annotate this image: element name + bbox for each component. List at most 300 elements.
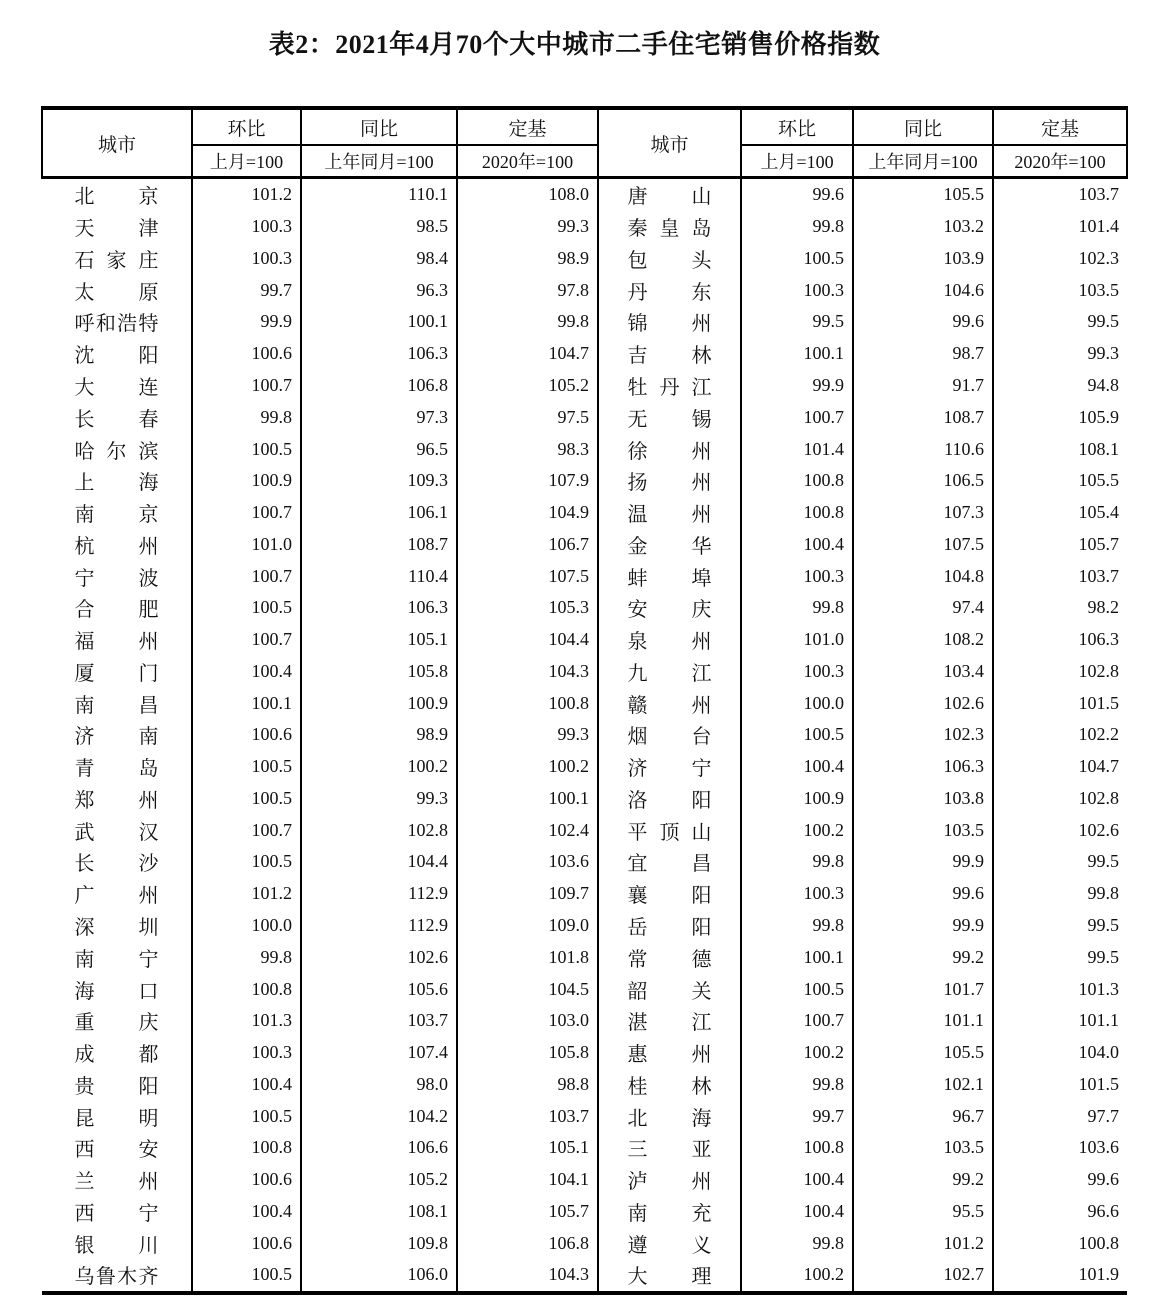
mom-value-right: 99.8 <box>741 1227 853 1259</box>
city-cell-right: 锦 州 <box>598 306 741 338</box>
fixed-base-value-right: 98.2 <box>993 592 1127 624</box>
table-row <box>42 1068 1127 1100</box>
city-cell-right: 丹 东 <box>598 274 741 306</box>
city-cell-left: 天 津 <box>74 218 159 241</box>
fixed-base-value-left: 109.0 <box>457 910 598 942</box>
mom-value-right: 100.2 <box>741 814 853 846</box>
yoy-value-left: 106.0 <box>301 1259 457 1293</box>
yoy-value-right: 107.5 <box>853 528 993 560</box>
city-cell-left: 济 南 <box>74 726 159 749</box>
city-cell-right: 襄 阳 <box>598 878 741 910</box>
yoy-value-left: 108.1 <box>301 1196 457 1228</box>
fixed-base-value-right: 105.4 <box>993 497 1127 529</box>
yoy-value-left: 106.3 <box>301 592 457 624</box>
city-cell-right: 金 华 <box>598 528 741 560</box>
mom-value-left: 100.6 <box>192 1164 301 1196</box>
yoy-value-left: 106.3 <box>301 338 457 370</box>
yoy-value-right: 105.5 <box>853 178 993 211</box>
yoy-value-left: 107.4 <box>301 1037 457 1069</box>
city-cell-right: 唐 山 <box>598 178 741 211</box>
city-cell-left: 海 口 <box>74 980 159 1003</box>
mom-value-left: 100.5 <box>192 1100 301 1132</box>
fixed-base-value-right: 101.3 <box>993 973 1127 1005</box>
yoy-value-left: 109.8 <box>301 1227 457 1259</box>
fixed-base-value-left: 105.1 <box>457 1132 598 1164</box>
fixed-base-value-right: 102.6 <box>993 814 1127 846</box>
fixed-base-value-right: 102.8 <box>993 655 1127 687</box>
city-cell-right: 大 理 <box>598 1259 741 1293</box>
yoy-value-left: 100.1 <box>301 306 457 338</box>
fixed-base-value-left: 104.3 <box>457 655 598 687</box>
city-cell-left: 郑 州 <box>74 789 159 812</box>
yoy-value-right: 104.8 <box>853 560 993 592</box>
city-cell-right: 牡 丹 江 <box>598 370 741 402</box>
mom-value-right: 99.8 <box>741 592 853 624</box>
table-body <box>42 178 1127 1293</box>
yoy-value-right: 108.7 <box>853 401 993 433</box>
yoy-value-left: 98.5 <box>301 211 457 243</box>
city-cell-left: 武 汉 <box>74 821 159 844</box>
city-cell-right: 遵 义 <box>598 1227 741 1259</box>
yoy-value-left: 102.8 <box>301 814 457 846</box>
header-mom-base-left: 上月=100 <box>192 145 301 178</box>
table-row <box>42 783 1127 815</box>
yoy-value-left: 106.1 <box>301 497 457 529</box>
mom-value-right: 100.8 <box>741 1132 853 1164</box>
table-row <box>42 178 1127 211</box>
header-yoy-right: 同比 <box>853 108 993 145</box>
fixed-base-value-left: 98.8 <box>457 1068 598 1100</box>
mom-value-right: 100.8 <box>741 497 853 529</box>
city-cell-left: 太 原 <box>74 281 159 304</box>
table-row <box>42 306 1127 338</box>
fixed-base-value-right: 99.6 <box>993 1164 1127 1196</box>
fixed-base-value-right: 103.7 <box>993 178 1127 211</box>
fixed-base-value-right: 94.8 <box>993 370 1127 402</box>
fixed-base-value-right: 105.9 <box>993 401 1127 433</box>
yoy-value-right: 99.6 <box>853 878 993 910</box>
yoy-value-left: 105.6 <box>301 973 457 1005</box>
city-cell-left: 南 昌 <box>74 694 159 717</box>
mom-value-right: 100.3 <box>741 274 853 306</box>
yoy-value-right: 96.7 <box>853 1100 993 1132</box>
city-cell-left: 上 海 <box>74 472 159 495</box>
yoy-value-right: 91.7 <box>853 370 993 402</box>
header-fixed-base-base-left: 2020年=100 <box>457 145 598 178</box>
fixed-base-value-left: 107.5 <box>457 560 598 592</box>
mom-value-left: 100.5 <box>192 783 301 815</box>
mom-value-right: 100.8 <box>741 465 853 497</box>
header-city-right: 城市 <box>598 108 741 178</box>
fixed-base-value-right: 101.5 <box>993 687 1127 719</box>
mom-value-left: 101.3 <box>192 1005 301 1037</box>
table-row <box>42 528 1127 560</box>
yoy-value-right: 101.2 <box>853 1227 993 1259</box>
city-cell-right: 南 充 <box>598 1196 741 1228</box>
city-cell-right: 济 宁 <box>598 751 741 783</box>
table-row <box>42 655 1127 687</box>
mom-value-left: 100.5 <box>192 592 301 624</box>
mom-value-right: 100.9 <box>741 783 853 815</box>
fixed-base-value-right: 106.3 <box>993 624 1127 656</box>
mom-value-left: 100.9 <box>192 465 301 497</box>
mom-value-left: 100.7 <box>192 814 301 846</box>
mom-value-left: 100.0 <box>192 910 301 942</box>
yoy-value-left: 96.5 <box>301 433 457 465</box>
mom-value-left: 100.1 <box>192 687 301 719</box>
city-cell-right: 包 头 <box>598 243 741 275</box>
mom-value-right: 100.3 <box>741 878 853 910</box>
table-row <box>42 338 1127 370</box>
yoy-value-right: 104.6 <box>853 274 993 306</box>
fixed-base-value-left: 100.8 <box>457 687 598 719</box>
fixed-base-value-right: 103.5 <box>993 274 1127 306</box>
header-fixed-base-right: 定基 <box>993 108 1127 145</box>
fixed-base-value-right: 99.5 <box>993 846 1127 878</box>
mom-value-right: 100.4 <box>741 528 853 560</box>
header-city-left: 城市 <box>42 108 192 178</box>
yoy-value-left: 112.9 <box>301 878 457 910</box>
yoy-value-right: 103.9 <box>853 243 993 275</box>
yoy-value-left: 99.3 <box>301 783 457 815</box>
city-cell-right: 赣 州 <box>598 687 741 719</box>
table-row <box>42 560 1127 592</box>
city-cell-right: 泉 州 <box>598 624 741 656</box>
table-row <box>42 941 1127 973</box>
fixed-base-value-left: 105.2 <box>457 370 598 402</box>
mom-value-right: 101.0 <box>741 624 853 656</box>
fixed-base-value-left: 103.6 <box>457 846 598 878</box>
table-row <box>42 624 1127 656</box>
fixed-base-value-right: 100.8 <box>993 1227 1127 1259</box>
yoy-value-right: 103.2 <box>853 211 993 243</box>
city-cell-right: 湛 江 <box>598 1005 741 1037</box>
fixed-base-value-left: 103.7 <box>457 1100 598 1132</box>
yoy-value-right: 102.1 <box>853 1068 993 1100</box>
mom-value-left: 99.8 <box>192 401 301 433</box>
city-cell-right: 九 江 <box>598 655 741 687</box>
mom-value-left: 100.4 <box>192 655 301 687</box>
table-row <box>42 592 1127 624</box>
yoy-value-right: 108.2 <box>853 624 993 656</box>
city-cell-left: 贵 阳 <box>74 1075 159 1098</box>
city-cell-left: 北 京 <box>74 186 159 209</box>
city-cell-left: 长 春 <box>74 408 159 431</box>
city-cell-right: 桂 林 <box>598 1068 741 1100</box>
yoy-value-right: 102.7 <box>853 1259 993 1293</box>
city-cell-right: 烟 台 <box>598 719 741 751</box>
fixed-base-value-left: 108.0 <box>457 178 598 211</box>
fixed-base-value-right: 101.9 <box>993 1259 1127 1293</box>
mom-value-right: 100.4 <box>741 751 853 783</box>
yoy-value-right: 106.3 <box>853 751 993 783</box>
fixed-base-value-left: 106.8 <box>457 1227 598 1259</box>
mom-value-left: 100.5 <box>192 433 301 465</box>
city-cell-right: 秦 皇 岛 <box>598 211 741 243</box>
city-cell-left: 昆 明 <box>74 1107 159 1130</box>
yoy-value-left: 104.2 <box>301 1100 457 1132</box>
fixed-base-value-left: 107.9 <box>457 465 598 497</box>
fixed-base-value-left: 99.3 <box>457 719 598 751</box>
city-cell-right: 岳 阳 <box>598 910 741 942</box>
mom-value-left: 100.5 <box>192 846 301 878</box>
mom-value-right: 100.5 <box>741 719 853 751</box>
yoy-value-left: 96.3 <box>301 274 457 306</box>
fixed-base-value-left: 103.0 <box>457 1005 598 1037</box>
yoy-value-right: 103.4 <box>853 655 993 687</box>
city-cell-left: 成 都 <box>74 1044 159 1067</box>
table-row <box>42 814 1127 846</box>
yoy-value-right: 103.8 <box>853 783 993 815</box>
mom-value-left: 100.7 <box>192 624 301 656</box>
city-cell-left: 宁 波 <box>74 567 159 590</box>
city-cell-right: 宜 昌 <box>598 846 741 878</box>
fixed-base-value-left: 97.5 <box>457 401 598 433</box>
fixed-base-value-left: 98.9 <box>457 243 598 275</box>
header-fixed-base-left: 定基 <box>457 108 598 145</box>
yoy-value-right: 99.9 <box>853 910 993 942</box>
table-row <box>42 497 1127 529</box>
fixed-base-value-left: 106.7 <box>457 528 598 560</box>
fixed-base-value-right: 99.3 <box>993 338 1127 370</box>
table-row <box>42 1132 1127 1164</box>
table-row <box>42 751 1127 783</box>
city-cell-left: 重 庆 <box>74 1012 159 1035</box>
fixed-base-value-right: 101.4 <box>993 211 1127 243</box>
mom-value-left: 100.3 <box>192 211 301 243</box>
fixed-base-value-left: 104.7 <box>457 338 598 370</box>
city-cell-right: 扬 州 <box>598 465 741 497</box>
fixed-base-value-left: 100.2 <box>457 751 598 783</box>
fixed-base-value-left: 100.1 <box>457 783 598 815</box>
fixed-base-value-right: 104.0 <box>993 1037 1127 1069</box>
mom-value-right: 99.8 <box>741 846 853 878</box>
table-row <box>42 211 1127 243</box>
city-cell-left: 哈 尔 滨 <box>74 440 159 463</box>
city-cell-right: 平 顶 山 <box>598 814 741 846</box>
mom-value-right: 99.5 <box>741 306 853 338</box>
city-cell-right: 无 锡 <box>598 401 741 433</box>
mom-value-right: 100.7 <box>741 401 853 433</box>
yoy-value-right: 110.6 <box>853 433 993 465</box>
yoy-value-right: 99.6 <box>853 306 993 338</box>
mom-value-right: 99.9 <box>741 370 853 402</box>
mom-value-right: 99.6 <box>741 178 853 211</box>
mom-value-right: 99.8 <box>741 211 853 243</box>
fixed-base-value-right: 108.1 <box>993 433 1127 465</box>
city-cell-left: 杭 州 <box>74 535 159 558</box>
fixed-base-value-right: 96.6 <box>993 1196 1127 1228</box>
city-cell-left: 银 川 <box>74 1234 159 1257</box>
header-fixed-base-base-right: 2020年=100 <box>993 145 1127 178</box>
mom-value-left: 100.4 <box>192 1068 301 1100</box>
mom-value-left: 100.3 <box>192 1037 301 1069</box>
fixed-base-value-left: 105.7 <box>457 1196 598 1228</box>
city-cell-left: 西 宁 <box>74 1202 159 1225</box>
fixed-base-value-left: 104.3 <box>457 1259 598 1293</box>
city-cell-right: 韶 关 <box>598 973 741 1005</box>
mom-value-right: 100.1 <box>741 941 853 973</box>
yoy-value-right: 103.5 <box>853 814 993 846</box>
city-cell-right: 惠 州 <box>598 1037 741 1069</box>
yoy-value-right: 102.6 <box>853 687 993 719</box>
fixed-base-value-right: 99.5 <box>993 910 1127 942</box>
fixed-base-value-right: 102.3 <box>993 243 1127 275</box>
yoy-value-right: 102.3 <box>853 719 993 751</box>
mom-value-left: 100.5 <box>192 751 301 783</box>
fixed-base-value-right: 99.5 <box>993 306 1127 338</box>
city-cell-right: 徐 州 <box>598 433 741 465</box>
yoy-value-left: 105.8 <box>301 655 457 687</box>
city-cell-right: 北 海 <box>598 1100 741 1132</box>
mom-value-left: 101.2 <box>192 178 301 211</box>
yoy-value-left: 109.3 <box>301 465 457 497</box>
table-row <box>42 1100 1127 1132</box>
mom-value-right: 99.8 <box>741 910 853 942</box>
mom-value-left: 100.7 <box>192 560 301 592</box>
yoy-value-left: 97.3 <box>301 401 457 433</box>
yoy-value-right: 105.5 <box>853 1037 993 1069</box>
table-row <box>42 910 1127 942</box>
fixed-base-value-left: 102.4 <box>457 814 598 846</box>
city-cell-right: 吉 林 <box>598 338 741 370</box>
city-cell-left: 乌 鲁 木 齐 <box>42 1259 192 1293</box>
table-row <box>42 1227 1127 1259</box>
yoy-value-left: 102.6 <box>301 941 457 973</box>
yoy-value-right: 95.5 <box>853 1196 993 1228</box>
fixed-base-value-left: 98.3 <box>457 433 598 465</box>
mom-value-right: 99.8 <box>741 1068 853 1100</box>
mom-value-right: 100.1 <box>741 338 853 370</box>
fixed-base-value-left: 97.8 <box>457 274 598 306</box>
table-row <box>42 274 1127 306</box>
header-yoy-base-right: 上年同月=100 <box>853 145 993 178</box>
table-row <box>42 1005 1127 1037</box>
city-cell-left: 石 家 庄 <box>74 249 159 272</box>
fixed-base-value-right: 105.7 <box>993 528 1127 560</box>
fixed-base-value-right: 101.1 <box>993 1005 1127 1037</box>
yoy-value-left: 105.2 <box>301 1164 457 1196</box>
city-cell-right: 常 德 <box>598 941 741 973</box>
header-mom-left: 环比 <box>192 108 301 145</box>
yoy-value-right: 97.4 <box>853 592 993 624</box>
fixed-base-value-right: 103.6 <box>993 1132 1127 1164</box>
fixed-base-value-left: 105.8 <box>457 1037 598 1069</box>
table-row <box>42 878 1127 910</box>
mom-value-right: 100.5 <box>741 973 853 1005</box>
fixed-base-value-right: 97.7 <box>993 1100 1127 1132</box>
header-yoy-base-left: 上年同月=100 <box>301 145 457 178</box>
mom-value-right: 100.2 <box>741 1037 853 1069</box>
yoy-value-left: 110.1 <box>301 178 457 211</box>
fixed-base-value-left: 104.1 <box>457 1164 598 1196</box>
yoy-value-right: 106.5 <box>853 465 993 497</box>
mom-value-left: 100.7 <box>192 497 301 529</box>
table-row <box>42 973 1127 1005</box>
table-row <box>42 1259 1127 1293</box>
city-cell-left: 大 连 <box>74 376 159 399</box>
table-row <box>42 465 1127 497</box>
fixed-base-value-right: 99.5 <box>993 941 1127 973</box>
city-cell-right: 泸 州 <box>598 1164 741 1196</box>
yoy-value-right: 99.9 <box>853 846 993 878</box>
fixed-base-value-left: 105.3 <box>457 592 598 624</box>
fixed-base-value-right: 99.8 <box>993 878 1127 910</box>
mom-value-left: 100.6 <box>192 1227 301 1259</box>
city-cell-left: 南 京 <box>74 504 159 527</box>
page-title: 表2：2021年4月70个大中城市二手住宅销售价格指数 <box>268 30 881 59</box>
mom-value-left: 101.2 <box>192 878 301 910</box>
city-cell-left: 福 州 <box>74 631 159 654</box>
mom-value-left: 100.4 <box>192 1196 301 1228</box>
fixed-base-value-left: 109.7 <box>457 878 598 910</box>
fixed-base-value-right: 101.5 <box>993 1068 1127 1100</box>
yoy-value-left: 98.9 <box>301 719 457 751</box>
yoy-value-left: 106.8 <box>301 370 457 402</box>
mom-value-left: 100.7 <box>192 370 301 402</box>
mom-value-right: 100.4 <box>741 1196 853 1228</box>
mom-value-left: 100.8 <box>192 1132 301 1164</box>
yoy-value-left: 112.9 <box>301 910 457 942</box>
city-cell-left: 兰 州 <box>74 1171 159 1194</box>
yoy-value-left: 108.7 <box>301 528 457 560</box>
yoy-value-right: 99.2 <box>853 941 993 973</box>
mom-value-right: 99.7 <box>741 1100 853 1132</box>
fixed-base-value-left: 99.3 <box>457 211 598 243</box>
fixed-base-value-right: 104.7 <box>993 751 1127 783</box>
city-cell-right: 温 州 <box>598 497 741 529</box>
fixed-base-value-right: 102.2 <box>993 719 1127 751</box>
mom-value-right: 100.7 <box>741 1005 853 1037</box>
fixed-base-value-right: 103.7 <box>993 560 1127 592</box>
fixed-base-value-left: 104.5 <box>457 973 598 1005</box>
table-row <box>42 433 1127 465</box>
yoy-value-left: 98.0 <box>301 1068 457 1100</box>
fixed-base-value-left: 99.8 <box>457 306 598 338</box>
fixed-base-value-left: 104.4 <box>457 624 598 656</box>
table-row <box>42 1037 1127 1069</box>
table-row <box>42 243 1127 275</box>
yoy-value-right: 99.2 <box>853 1164 993 1196</box>
mom-value-right: 100.2 <box>741 1259 853 1293</box>
yoy-value-right: 101.1 <box>853 1005 993 1037</box>
city-cell-left: 南 宁 <box>74 948 159 971</box>
mom-value-left: 99.7 <box>192 274 301 306</box>
yoy-value-left: 110.4 <box>301 560 457 592</box>
yoy-value-right: 107.3 <box>853 497 993 529</box>
city-cell-left: 沈 阳 <box>74 345 159 368</box>
mom-value-right: 101.4 <box>741 433 853 465</box>
yoy-value-right: 98.7 <box>853 338 993 370</box>
mom-value-right: 100.5 <box>741 243 853 275</box>
table-header <box>42 108 1127 178</box>
mom-value-right: 100.3 <box>741 560 853 592</box>
table-row <box>42 1164 1127 1196</box>
yoy-value-right: 101.7 <box>853 973 993 1005</box>
mom-value-left: 99.8 <box>192 941 301 973</box>
city-cell-left: 广 州 <box>74 885 159 908</box>
table-row <box>42 1196 1127 1228</box>
mom-value-right: 100.0 <box>741 687 853 719</box>
mom-value-left: 100.3 <box>192 243 301 275</box>
city-cell-right: 蚌 埠 <box>598 560 741 592</box>
yoy-value-left: 98.4 <box>301 243 457 275</box>
city-cell-left: 青 岛 <box>74 758 159 781</box>
table-row <box>42 719 1127 751</box>
yoy-value-left: 103.7 <box>301 1005 457 1037</box>
city-cell-left: 长 沙 <box>74 853 159 876</box>
fixed-base-value-left: 101.8 <box>457 941 598 973</box>
